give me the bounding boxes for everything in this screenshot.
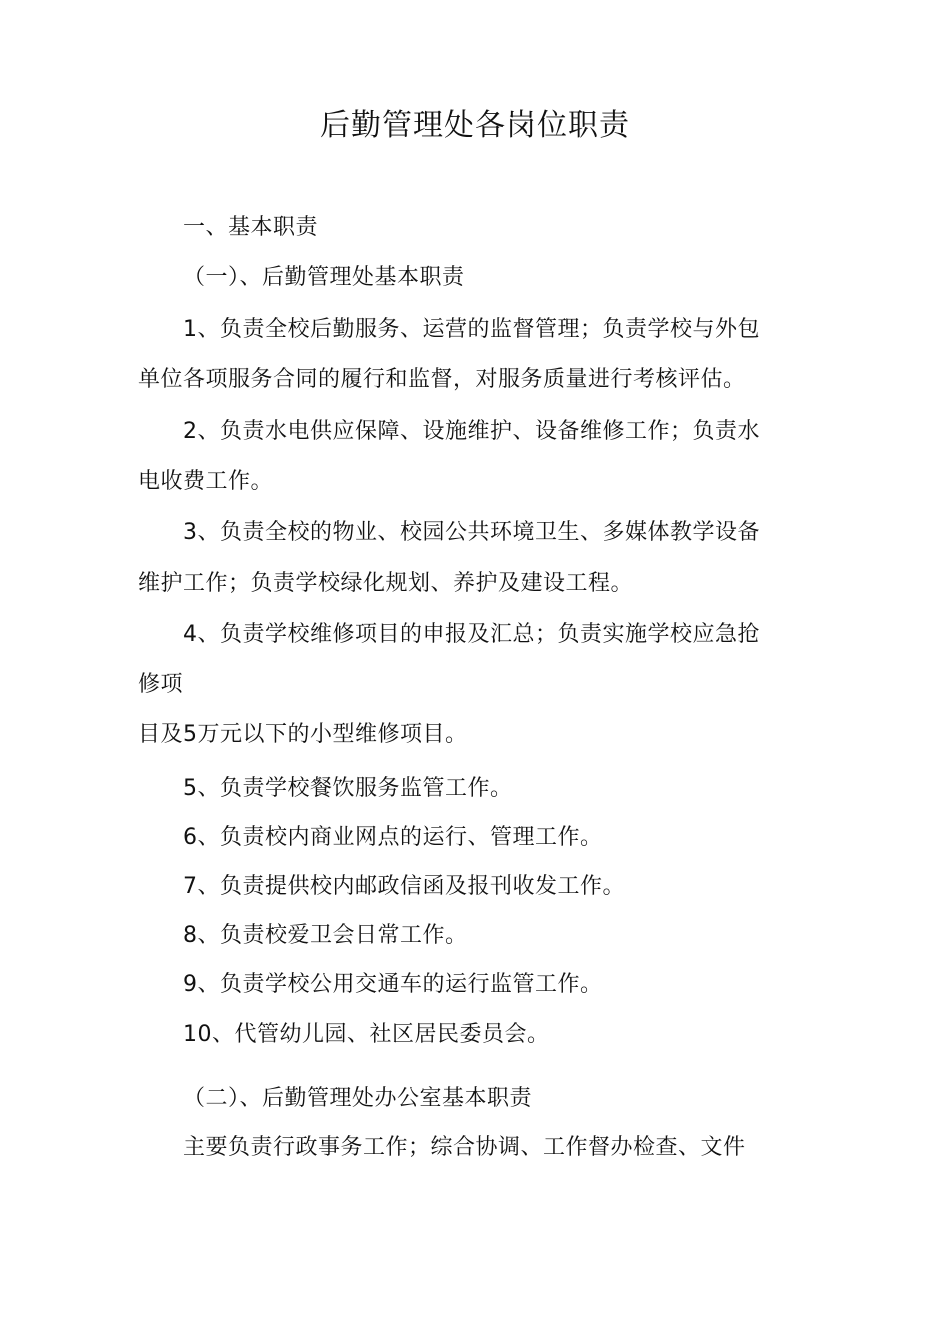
list-item: 6、负责校内商业网点的运行、管理工作。 bbox=[183, 825, 603, 850]
paragraph-line: 4、负责学校维修项目的申报及汇总；负责实施学校应急抢 bbox=[183, 622, 760, 647]
paragraph-line: 目及5万元以下的小型维修项目。 bbox=[138, 722, 468, 747]
paragraph-line: 修项 bbox=[138, 672, 184, 697]
paragraph-line: 3、负责全校的物业、校园公共环境卫生、多媒体教学设备 bbox=[183, 520, 760, 545]
paragraph-line: 维护工作；负责学校绿化规划、养护及建设工程。 bbox=[138, 571, 634, 596]
subsection-heading: （一）、后勤管理处基本职责 bbox=[183, 265, 465, 290]
paragraph-line: 主要负责行政事务工作；综合协调、工作督办检查、文件 bbox=[183, 1135, 746, 1160]
list-item: 10、代管幼儿园、社区居民委员会。 bbox=[183, 1022, 550, 1047]
list-item: 8、负责校爱卫会日常工作。 bbox=[183, 923, 468, 948]
subsection-heading: （二）、后勤管理处办公室基本职责 bbox=[183, 1086, 533, 1111]
document-title: 后勤管理处各岗位职责 bbox=[320, 108, 630, 143]
list-item: 5、负责学校餐饮服务监管工作。 bbox=[183, 776, 513, 801]
paragraph-line: 2、负责水电供应保障、设施维护、设备维修工作；负责水 bbox=[183, 419, 760, 444]
section-heading: 一、基本职责 bbox=[183, 215, 319, 240]
list-item: 7、负责提供校内邮政信函及报刊收发工作。 bbox=[183, 874, 625, 899]
list-item: 9、负责学校公用交通车的运行监管工作。 bbox=[183, 972, 603, 997]
paragraph-line: 单位各项服务合同的履行和监督，对服务质量进行考核评估。 bbox=[138, 367, 746, 392]
paragraph-line: 电收费工作。 bbox=[138, 469, 274, 494]
paragraph-line: 1、负责全校后勤服务、运营的监督管理；负责学校与外包 bbox=[183, 317, 760, 342]
